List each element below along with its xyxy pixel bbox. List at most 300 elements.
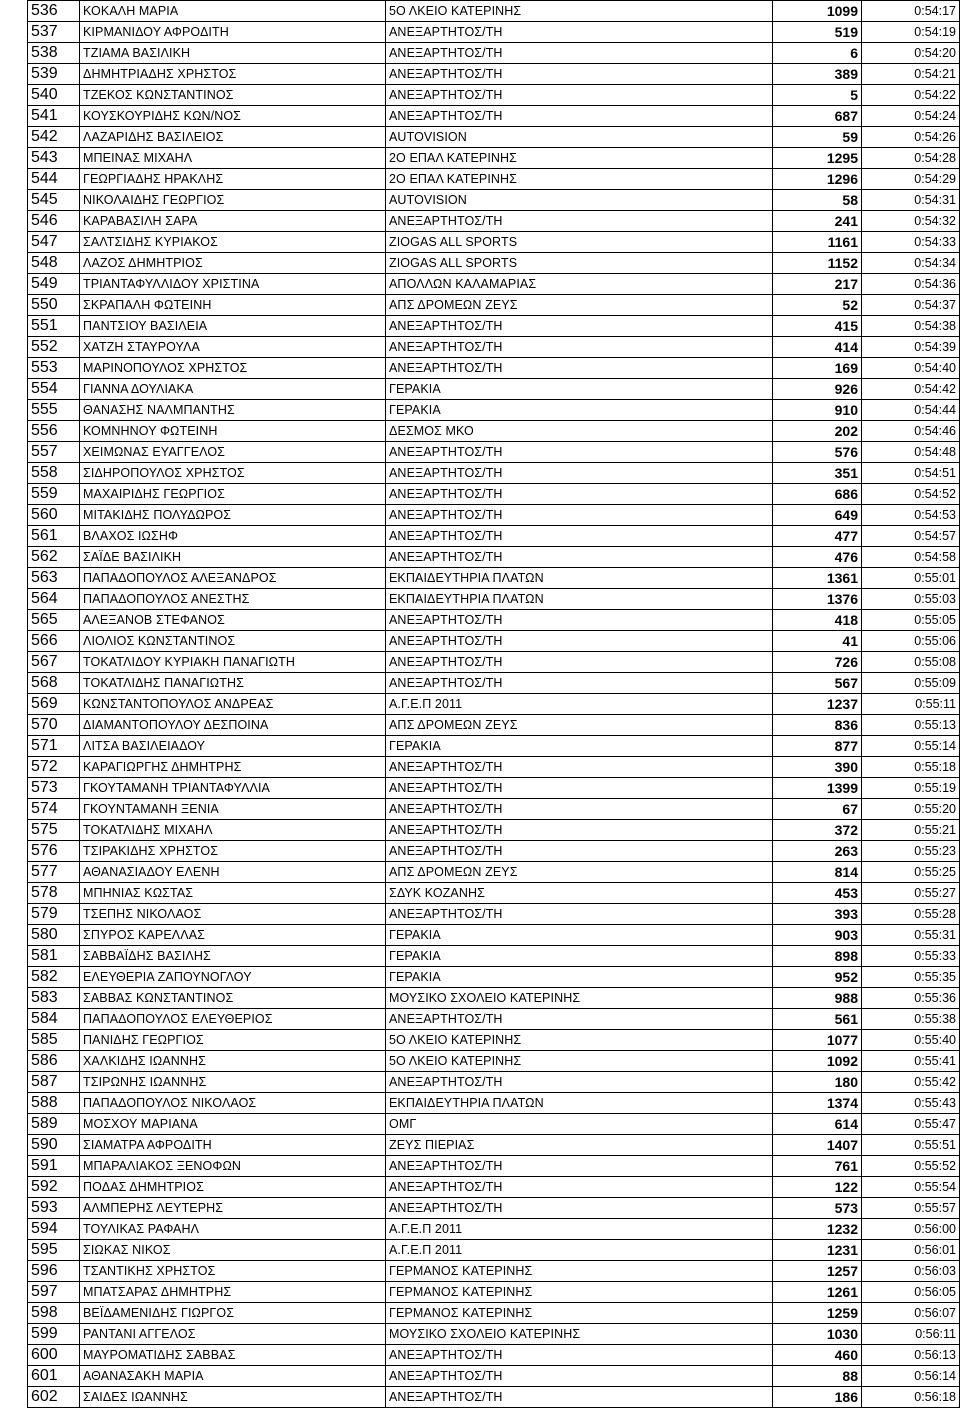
- runner-name-cell: ΧΕΙΜΩΝΑΣ ΕΥΑΓΓΕΛΟΣ: [80, 442, 386, 463]
- table-row: [28, 1072, 960, 1093]
- club-cell: ΑΝΕΞΑΡΤΗΤΟΣ/ΤΗ: [386, 43, 773, 64]
- bib-number-cell: 58: [773, 190, 862, 211]
- club-cell: ΑΝΕΞΑΡΤΗΤΟΣ/ΤΗ: [386, 1366, 773, 1387]
- table-row: [28, 946, 960, 967]
- bib-number-cell: 460: [773, 1345, 862, 1366]
- bib-number-cell: 122: [773, 1177, 862, 1198]
- club-cell: ΑΝΕΞΑΡΤΗΤΟΣ/ΤΗ: [386, 673, 773, 694]
- club-cell: ΑΝΕΞΑΡΤΗΤΟΣ/ΤΗ: [386, 484, 773, 505]
- runner-name-cell: ΣΑΪΔΕ ΒΑΣΙΛΙΚΗ: [80, 547, 386, 568]
- finish-time-cell: 0:55:28: [862, 904, 960, 925]
- finish-time-cell: 0:56:01: [862, 1240, 960, 1261]
- runner-name-cell: ΠΑΝΤΣΙΟΥ ΒΑΣΙΛΕΙΑ: [80, 316, 386, 337]
- runner-name-cell: ΤΟΚΑΤΛΙΔΗΣ ΠΑΝΑΓΙΩΤΗΣ: [80, 673, 386, 694]
- bib-number-cell: 59: [773, 127, 862, 148]
- position-cell: 569: [28, 694, 80, 715]
- position-cell: 589: [28, 1114, 80, 1135]
- finish-time-cell: 0:55:27: [862, 883, 960, 904]
- club-cell: AUTOVISION: [386, 190, 773, 211]
- position-cell: 553: [28, 358, 80, 379]
- position-cell: 539: [28, 64, 80, 85]
- runner-name-cell: ΛΑΖΟΣ ΔΗΜΗΤΡΙΟΣ: [80, 253, 386, 274]
- finish-time-cell: 0:55:23: [862, 841, 960, 862]
- bib-number-cell: 814: [773, 862, 862, 883]
- club-cell: 5Ο ΛΚΕΙΟ ΚΑΤΕΡΙΝΗΣ: [386, 1, 773, 22]
- runner-name-cell: ΤΟΚΑΤΛΙΔΗΣ ΜΙΧΑΗΛ: [80, 820, 386, 841]
- position-cell: 552: [28, 337, 80, 358]
- bib-number-cell: 241: [773, 211, 862, 232]
- finish-time-cell: 0:56:11: [862, 1324, 960, 1345]
- bib-number-cell: 567: [773, 673, 862, 694]
- finish-time-cell: 0:56:14: [862, 1366, 960, 1387]
- position-cell: 585: [28, 1030, 80, 1051]
- runner-name-cell: ΠΑΝΙΔΗΣ ΓΕΩΡΓΙΟΣ: [80, 1030, 386, 1051]
- club-cell: ΑΝΕΞΑΡΤΗΤΟΣ/ΤΗ: [386, 1177, 773, 1198]
- position-cell: 586: [28, 1051, 80, 1072]
- finish-time-cell: 0:54:53: [862, 505, 960, 526]
- position-cell: 576: [28, 841, 80, 862]
- position-cell: 565: [28, 610, 80, 631]
- table-row: [28, 694, 960, 715]
- bib-number-cell: 614: [773, 1114, 862, 1135]
- bib-number-cell: 390: [773, 757, 862, 778]
- table-row: [28, 1261, 960, 1282]
- runner-name-cell: ΣΑΒΒΑΪΔΗΣ ΒΑΣΙΛΗΣ: [80, 946, 386, 967]
- club-cell: ΑΝΕΞΑΡΤΗΤΟΣ/ΤΗ: [386, 22, 773, 43]
- table-row: [28, 736, 960, 757]
- bib-number-cell: 761: [773, 1156, 862, 1177]
- runner-name-cell: ΤΣΙΡΑΚΙΔΗΣ ΧΡΗΣΤΟΣ: [80, 841, 386, 862]
- finish-time-cell: 0:54:34: [862, 253, 960, 274]
- finish-time-cell: 0:54:28: [862, 148, 960, 169]
- position-cell: 592: [28, 1177, 80, 1198]
- finish-time-cell: 0:55:21: [862, 820, 960, 841]
- runner-name-cell: ΜΟΣΧΟΥ ΜΑΡΙΑΝΑ: [80, 1114, 386, 1135]
- runner-name-cell: ΤΖΕΚΟΣ ΚΩΝΣΤΑΝΤΙΝΟΣ: [80, 85, 386, 106]
- finish-time-cell: 0:55:06: [862, 631, 960, 652]
- bib-number-cell: 836: [773, 715, 862, 736]
- bib-number-cell: 477: [773, 526, 862, 547]
- club-cell: ZIOGAS ALL SPORTS: [386, 232, 773, 253]
- club-cell: ΑΝΕΞΑΡΤΗΤΟΣ/ΤΗ: [386, 1009, 773, 1030]
- table-row: [28, 1114, 960, 1135]
- club-cell: ΑΝΕΞΑΡΤΗΤΟΣ/ΤΗ: [386, 547, 773, 568]
- club-cell: 2Ο ΕΠΑΛ ΚΑΤΕΡΙΝΗΣ: [386, 169, 773, 190]
- runner-name-cell: ΑΘΑΝΑΣΑΚΗ ΜΑΡΙΑ: [80, 1366, 386, 1387]
- bib-number-cell: 415: [773, 316, 862, 337]
- club-cell: ΑΝΕΞΑΡΤΗΤΟΣ/ΤΗ: [386, 1156, 773, 1177]
- bib-number-cell: 1231: [773, 1240, 862, 1261]
- table-row: [28, 526, 960, 547]
- table-row: [28, 1156, 960, 1177]
- finish-time-cell: 0:54:17: [862, 1, 960, 22]
- position-cell: 598: [28, 1303, 80, 1324]
- position-cell: 583: [28, 988, 80, 1009]
- table-row: [28, 589, 960, 610]
- position-cell: 541: [28, 106, 80, 127]
- bib-number-cell: 687: [773, 106, 862, 127]
- runner-name-cell: ΛΑΖΑΡΙΔΗΣ ΒΑΣΙΛΕΙΟΣ: [80, 127, 386, 148]
- runner-name-cell: ΤΣΑΝΤΙΚΗΣ ΧΡΗΣΤΟΣ: [80, 1261, 386, 1282]
- results-table: [27, 0, 960, 1408]
- position-cell: 558: [28, 463, 80, 484]
- bib-number-cell: 1407: [773, 1135, 862, 1156]
- bib-number-cell: 41: [773, 631, 862, 652]
- bib-number-cell: 988: [773, 988, 862, 1009]
- bib-number-cell: 1161: [773, 232, 862, 253]
- table-row: [28, 1177, 960, 1198]
- table-row: [28, 64, 960, 85]
- table-row: [28, 43, 960, 64]
- table-row: [28, 1093, 960, 1114]
- club-cell: ΕΚΠΑΙΔΕΥΤΗΡΙΑ ΠΛΑΤΩΝ: [386, 568, 773, 589]
- finish-time-cell: 0:55:43: [862, 1093, 960, 1114]
- club-cell: ΓΕΡΜΑΝΟΣ ΚΑΤΕΡΙΝΗΣ: [386, 1282, 773, 1303]
- table-row: [28, 1051, 960, 1072]
- runner-name-cell: ΑΛΕΞΑΝΟΒ ΣΤΕΦΑΝΟΣ: [80, 610, 386, 631]
- runner-name-cell: ΜΑΥΡΟΜΑΤΙΔΗΣ ΣΑΒΒΑΣ: [80, 1345, 386, 1366]
- table-row: [28, 463, 960, 484]
- club-cell: ΑΝΕΞΑΡΤΗΤΟΣ/ΤΗ: [386, 1345, 773, 1366]
- table-row: [28, 1366, 960, 1387]
- position-cell: 545: [28, 190, 80, 211]
- bib-number-cell: 202: [773, 421, 862, 442]
- position-cell: 594: [28, 1219, 80, 1240]
- finish-time-cell: 0:56:13: [862, 1345, 960, 1366]
- runner-name-cell: ΓΕΩΡΓΙΑΔΗΣ ΗΡΑΚΛΗΣ: [80, 169, 386, 190]
- runner-name-cell: ΡΑΝΤΑΝΙ ΑΓΓΕΛΟΣ: [80, 1324, 386, 1345]
- position-cell: 546: [28, 211, 80, 232]
- bib-number-cell: 898: [773, 946, 862, 967]
- bib-number-cell: 1237: [773, 694, 862, 715]
- table-row: [28, 421, 960, 442]
- club-cell: 5Ο ΛΚΕΙΟ ΚΑΤΕΡΙΝΗΣ: [386, 1030, 773, 1051]
- bib-number-cell: 1296: [773, 169, 862, 190]
- bib-number-cell: 186: [773, 1387, 862, 1408]
- position-cell: 551: [28, 316, 80, 337]
- club-cell: ΓΕΡΑΚΙΑ: [386, 925, 773, 946]
- runner-name-cell: ΚΙΡΜΑΝΙΔΟΥ ΑΦΡΟΔΙΤΗ: [80, 22, 386, 43]
- finish-time-cell: 0:54:38: [862, 316, 960, 337]
- runner-name-cell: ΓΙΑΝΝΑ ΔΟΥΛΙΑΚΑ: [80, 379, 386, 400]
- finish-time-cell: 0:54:52: [862, 484, 960, 505]
- position-cell: 578: [28, 883, 80, 904]
- finish-time-cell: 0:54:42: [862, 379, 960, 400]
- bib-number-cell: 263: [773, 841, 862, 862]
- position-cell: 584: [28, 1009, 80, 1030]
- runner-name-cell: ΤΟΥΛΙΚΑΣ ΡΑΦΑΗΛ: [80, 1219, 386, 1240]
- finish-time-cell: 0:54:57: [862, 526, 960, 547]
- club-cell: ΑΠΣ ΔΡΟΜΕΩΝ ΖΕΥΣ: [386, 862, 773, 883]
- club-cell: 2Ο ΕΠΑΛ ΚΑΤΕΡΙΝΗΣ: [386, 148, 773, 169]
- finish-time-cell: 0:55:20: [862, 799, 960, 820]
- table-row: [28, 673, 960, 694]
- table-row: [28, 400, 960, 421]
- table-row: [28, 442, 960, 463]
- club-cell: ΑΝΕΞΑΡΤΗΤΟΣ/ΤΗ: [386, 757, 773, 778]
- table-row: [28, 106, 960, 127]
- position-cell: 567: [28, 652, 80, 673]
- position-cell: 561: [28, 526, 80, 547]
- club-cell: Α.Γ.Ε.Π 2011: [386, 1240, 773, 1261]
- runner-name-cell: ΜΙΤΑΚΙΔΗΣ ΠΟΛΥΔΩΡΟΣ: [80, 505, 386, 526]
- bib-number-cell: 6: [773, 43, 862, 64]
- bib-number-cell: 649: [773, 505, 862, 526]
- club-cell: ΓΕΡΑΚΙΑ: [386, 946, 773, 967]
- club-cell: ΑΝΕΞΑΡΤΗΤΟΣ/ΤΗ: [386, 106, 773, 127]
- position-cell: 547: [28, 232, 80, 253]
- finish-time-cell: 0:54:44: [862, 400, 960, 421]
- bib-number-cell: 1257: [773, 1261, 862, 1282]
- bib-number-cell: 1259: [773, 1303, 862, 1324]
- bib-number-cell: 389: [773, 64, 862, 85]
- table-row: [28, 85, 960, 106]
- runner-name-cell: ΚΩΝΣΤΑΝΤΟΠΟΥΛΟΣ ΑΝΔΡΕΑΣ: [80, 694, 386, 715]
- table-row: [28, 862, 960, 883]
- table-row: [28, 778, 960, 799]
- finish-time-cell: 0:54:48: [862, 442, 960, 463]
- table-row: [28, 715, 960, 736]
- club-cell: ΜΟΥΣΙΚΟ ΣΧΟΛΕΙΟ ΚΑΤΕΡΙΝΗΣ: [386, 1324, 773, 1345]
- finish-time-cell: 0:55:05: [862, 610, 960, 631]
- runner-name-cell: ΘΑΝΑΣΗΣ ΝΑΛΜΠΑΝΤΗΣ: [80, 400, 386, 421]
- position-cell: 587: [28, 1072, 80, 1093]
- table-row: [28, 1009, 960, 1030]
- runner-name-cell: ΚΟΥΣΚΟΥΡΙΔΗΣ ΚΩΝ/ΝΟΣ: [80, 106, 386, 127]
- position-cell: 580: [28, 925, 80, 946]
- bib-number-cell: 1361: [773, 568, 862, 589]
- table-row: [28, 253, 960, 274]
- finish-time-cell: 0:55:54: [862, 1177, 960, 1198]
- finish-time-cell: 0:55:38: [862, 1009, 960, 1030]
- finish-time-cell: 0:55:33: [862, 946, 960, 967]
- position-cell: 572: [28, 757, 80, 778]
- club-cell: ΑΝΕΞΑΡΤΗΤΟΣ/ΤΗ: [386, 820, 773, 841]
- bib-number-cell: 1030: [773, 1324, 862, 1345]
- finish-time-cell: 0:55:51: [862, 1135, 960, 1156]
- club-cell: ΣΔΥΚ ΚΟΖΑΝΗΣ: [386, 883, 773, 904]
- bib-number-cell: 903: [773, 925, 862, 946]
- club-cell: Α.Γ.Ε.Π 2011: [386, 694, 773, 715]
- table-row: [28, 1, 960, 22]
- runner-name-cell: ΤΣΙΡΩΝΗΣ ΙΩΑΝΝΗΣ: [80, 1072, 386, 1093]
- table-row: [28, 820, 960, 841]
- position-cell: 550: [28, 295, 80, 316]
- finish-time-cell: 0:55:18: [862, 757, 960, 778]
- table-row: [28, 841, 960, 862]
- club-cell: ΖΕΥΣ ΠΙΕΡΙΑΣ: [386, 1135, 773, 1156]
- club-cell: ΓΕΡΑΚΙΑ: [386, 967, 773, 988]
- table-row: [28, 274, 960, 295]
- finish-time-cell: 0:56:05: [862, 1282, 960, 1303]
- club-cell: ΑΝΕΞΑΡΤΗΤΟΣ/ΤΗ: [386, 316, 773, 337]
- runner-name-cell: ΣΠΥΡΟΣ ΚΑΡΕΛΛΑΣ: [80, 925, 386, 946]
- position-cell: 590: [28, 1135, 80, 1156]
- runner-name-cell: ΛΙΟΛΙΟΣ ΚΩΝΣΤΑΝΤΙΝΟΣ: [80, 631, 386, 652]
- runner-name-cell: ΚΑΡΑΒΑΣΙΛΗ ΣΑΡΑ: [80, 211, 386, 232]
- runner-name-cell: ΧΑΤΖΗ ΣΤΑΥΡΟΥΛΑ: [80, 337, 386, 358]
- club-cell: ΓΕΡΜΑΝΟΣ ΚΑΤΕΡΙΝΗΣ: [386, 1303, 773, 1324]
- finish-time-cell: 0:54:29: [862, 169, 960, 190]
- club-cell: ΑΝΕΞΑΡΤΗΤΟΣ/ΤΗ: [386, 526, 773, 547]
- runner-name-cell: ΤΖΙΑΜΑ ΒΑΣΙΛΙΚΗ: [80, 43, 386, 64]
- finish-time-cell: 0:55:11: [862, 694, 960, 715]
- club-cell: Α.Γ.Ε.Π 2011: [386, 1219, 773, 1240]
- finish-time-cell: 0:54:40: [862, 358, 960, 379]
- position-cell: 557: [28, 442, 80, 463]
- position-cell: 574: [28, 799, 80, 820]
- finish-time-cell: 0:54:21: [862, 64, 960, 85]
- table-row: [28, 505, 960, 526]
- finish-time-cell: 0:54:32: [862, 211, 960, 232]
- club-cell: ΑΠΣ ΔΡΟΜΕΩΝ ΖΕΥΣ: [386, 295, 773, 316]
- position-cell: 537: [28, 22, 80, 43]
- position-cell: 548: [28, 253, 80, 274]
- table-row: [28, 316, 960, 337]
- bib-number-cell: 180: [773, 1072, 862, 1093]
- club-cell: ΑΝΕΞΑΡΤΗΤΟΣ/ΤΗ: [386, 358, 773, 379]
- runner-name-cell: ΜΑΡΙΝΟΠΟΥΛΟΣ ΧΡΗΣΤΟΣ: [80, 358, 386, 379]
- club-cell: ΑΝΕΞΑΡΤΗΤΟΣ/ΤΗ: [386, 904, 773, 925]
- bib-number-cell: 52: [773, 295, 862, 316]
- bib-number-cell: 169: [773, 358, 862, 379]
- runner-name-cell: ΣΚΡΑΠΑΛΗ ΦΩΤΕΙΝΗ: [80, 295, 386, 316]
- club-cell: ΔΕΣΜΟΣ ΜΚΟ: [386, 421, 773, 442]
- finish-time-cell: 0:56:18: [862, 1387, 960, 1408]
- club-cell: ΑΝΕΞΑΡΤΗΤΟΣ/ΤΗ: [386, 337, 773, 358]
- runner-name-cell: ΚΑΡΑΓΙΩΡΓΗΣ ΔΗΜΗΤΡΗΣ: [80, 757, 386, 778]
- runner-name-cell: ΒΕΪΔΑΜΕΝΙΔΗΣ ΓΙΩΡΓΟΣ: [80, 1303, 386, 1324]
- bib-number-cell: 1092: [773, 1051, 862, 1072]
- club-cell: ZIOGAS ALL SPORTS: [386, 253, 773, 274]
- position-cell: 568: [28, 673, 80, 694]
- club-cell: ΑΝΕΞΑΡΤΗΤΟΣ/ΤΗ: [386, 778, 773, 799]
- position-cell: 563: [28, 568, 80, 589]
- runner-name-cell: ΠΑΠΑΔΟΠΟΥΛΟΣ ΝΙΚΟΛΑΟΣ: [80, 1093, 386, 1114]
- bib-number-cell: 393: [773, 904, 862, 925]
- runner-name-cell: ΛΙΤΣΑ ΒΑΣΙΛΕΙΑΔΟΥ: [80, 736, 386, 757]
- table-row: [28, 211, 960, 232]
- club-cell: ΑΝΕΞΑΡΤΗΤΟΣ/ΤΗ: [386, 799, 773, 820]
- finish-time-cell: 0:56:00: [862, 1219, 960, 1240]
- club-cell: ΑΝΕΞΑΡΤΗΤΟΣ/ΤΗ: [386, 505, 773, 526]
- position-cell: 544: [28, 169, 80, 190]
- club-cell: ΑΝΕΞΑΡΤΗΤΟΣ/ΤΗ: [386, 610, 773, 631]
- club-cell: 5Ο ΛΚΕΙΟ ΚΑΤΕΡΙΝΗΣ: [386, 1051, 773, 1072]
- position-cell: 602: [28, 1387, 80, 1408]
- position-cell: 562: [28, 547, 80, 568]
- table-row: [28, 1324, 960, 1345]
- finish-time-cell: 0:55:41: [862, 1051, 960, 1072]
- club-cell: ΓΕΡΜΑΝΟΣ ΚΑΤΕΡΙΝΗΣ: [386, 1261, 773, 1282]
- finish-time-cell: 0:55:52: [862, 1156, 960, 1177]
- runner-name-cell: ΜΠΑΤΣΑΡΑΣ ΔΗΜΗΤΡΗΣ: [80, 1282, 386, 1303]
- club-cell: ΑΝΕΞΑΡΤΗΤΟΣ/ΤΗ: [386, 442, 773, 463]
- runner-name-cell: ΜΑΧΑΙΡΙΔΗΣ ΓΕΩΡΓΙΟΣ: [80, 484, 386, 505]
- table-row: [28, 148, 960, 169]
- table-row: [28, 904, 960, 925]
- runner-name-cell: ΣΑΛΤΣΙΔΗΣ ΚΥΡΙΑΚΟΣ: [80, 232, 386, 253]
- table-row: [28, 547, 960, 568]
- runner-name-cell: ΒΛΑΧΟΣ ΙΩΣΗΦ: [80, 526, 386, 547]
- bib-number-cell: 877: [773, 736, 862, 757]
- runner-name-cell: ΓΚΟΥΝΤΑΜΑΝΗ ΞΕΝΙΑ: [80, 799, 386, 820]
- runner-name-cell: ΔΗΜΗΤΡΙΑΔΗΣ ΧΡΗΣΤΟΣ: [80, 64, 386, 85]
- bib-number-cell: 1261: [773, 1282, 862, 1303]
- finish-time-cell: 0:55:25: [862, 862, 960, 883]
- finish-time-cell: 0:54:31: [862, 190, 960, 211]
- runner-name-cell: ΝΙΚΟΛΑΙΔΗΣ ΓΕΩΡΓΙΟΣ: [80, 190, 386, 211]
- finish-time-cell: 0:54:51: [862, 463, 960, 484]
- club-cell: AUTOVISION: [386, 127, 773, 148]
- finish-time-cell: 0:54:33: [862, 232, 960, 253]
- position-cell: 588: [28, 1093, 80, 1114]
- club-cell: ΑΝΕΞΑΡΤΗΤΟΣ/ΤΗ: [386, 1072, 773, 1093]
- bib-number-cell: 576: [773, 442, 862, 463]
- club-cell: ΑΠΟΛΛΩΝ ΚΑΛΑΜΑΡΙΑΣ: [386, 274, 773, 295]
- table-row: [28, 799, 960, 820]
- position-cell: 600: [28, 1345, 80, 1366]
- finish-time-cell: 0:54:58: [862, 547, 960, 568]
- position-cell: 560: [28, 505, 80, 526]
- table-row: [28, 1198, 960, 1219]
- finish-time-cell: 0:55:42: [862, 1072, 960, 1093]
- club-cell: ΕΚΠΑΙΔΕΥΤΗΡΙΑ ΠΛΑΤΩΝ: [386, 589, 773, 610]
- position-cell: 596: [28, 1261, 80, 1282]
- position-cell: 540: [28, 85, 80, 106]
- finish-time-cell: 0:54:46: [862, 421, 960, 442]
- club-cell: ΕΚΠΑΙΔΕΥΤΗΡΙΑ ΠΛΑΤΩΝ: [386, 1093, 773, 1114]
- runner-name-cell: ΠΟΔΑΣ ΔΗΜΗΤΡΙΟΣ: [80, 1177, 386, 1198]
- bib-number-cell: 88: [773, 1366, 862, 1387]
- bib-number-cell: 926: [773, 379, 862, 400]
- table-row: [28, 883, 960, 904]
- table-row: [28, 169, 960, 190]
- table-row: [28, 1303, 960, 1324]
- bib-number-cell: 476: [773, 547, 862, 568]
- table-row: [28, 568, 960, 589]
- club-cell: ΓΕΡΑΚΙΑ: [386, 400, 773, 421]
- finish-time-cell: 0:55:35: [862, 967, 960, 988]
- runner-name-cell: ΤΟΚΑΤΛΙΔΟΥ ΚΥΡΙΑΚΗ ΠΑΝΑΓΙΩΤΗ: [80, 652, 386, 673]
- finish-time-cell: 0:55:13: [862, 715, 960, 736]
- position-cell: 601: [28, 1366, 80, 1387]
- bib-number-cell: 1152: [773, 253, 862, 274]
- table-row: [28, 358, 960, 379]
- finish-time-cell: 0:54:26: [862, 127, 960, 148]
- table-row: [28, 190, 960, 211]
- runner-name-cell: ΠΑΠΑΔΟΠΟΥΛΟΣ ΑΝΕΣΤΗΣ: [80, 589, 386, 610]
- table-row: [28, 1240, 960, 1261]
- table-row: [28, 652, 960, 673]
- club-cell: ΑΝΕΞΑΡΤΗΤΟΣ/ΤΗ: [386, 841, 773, 862]
- club-cell: ΓΕΡΑΚΙΑ: [386, 736, 773, 757]
- table-row: [28, 1135, 960, 1156]
- bib-number-cell: 1077: [773, 1030, 862, 1051]
- position-cell: 593: [28, 1198, 80, 1219]
- runner-name-cell: ΜΠΗΝΙΑΣ ΚΩΣΤΑΣ: [80, 883, 386, 904]
- position-cell: 538: [28, 43, 80, 64]
- runner-name-cell: ΠΑΠΑΔΟΠΟΥΛΟΣ ΕΛΕΥΘΕΡΙΟΣ: [80, 1009, 386, 1030]
- club-cell: ΓΕΡΑΚΙΑ: [386, 379, 773, 400]
- bib-number-cell: 726: [773, 652, 862, 673]
- position-cell: 577: [28, 862, 80, 883]
- club-cell: ΑΝΕΞΑΡΤΗΤΟΣ/ΤΗ: [386, 1198, 773, 1219]
- position-cell: 599: [28, 1324, 80, 1345]
- table-row: [28, 127, 960, 148]
- club-cell: ΑΝΕΞΑΡΤΗΤΟΣ/ΤΗ: [386, 652, 773, 673]
- position-cell: 536: [28, 1, 80, 22]
